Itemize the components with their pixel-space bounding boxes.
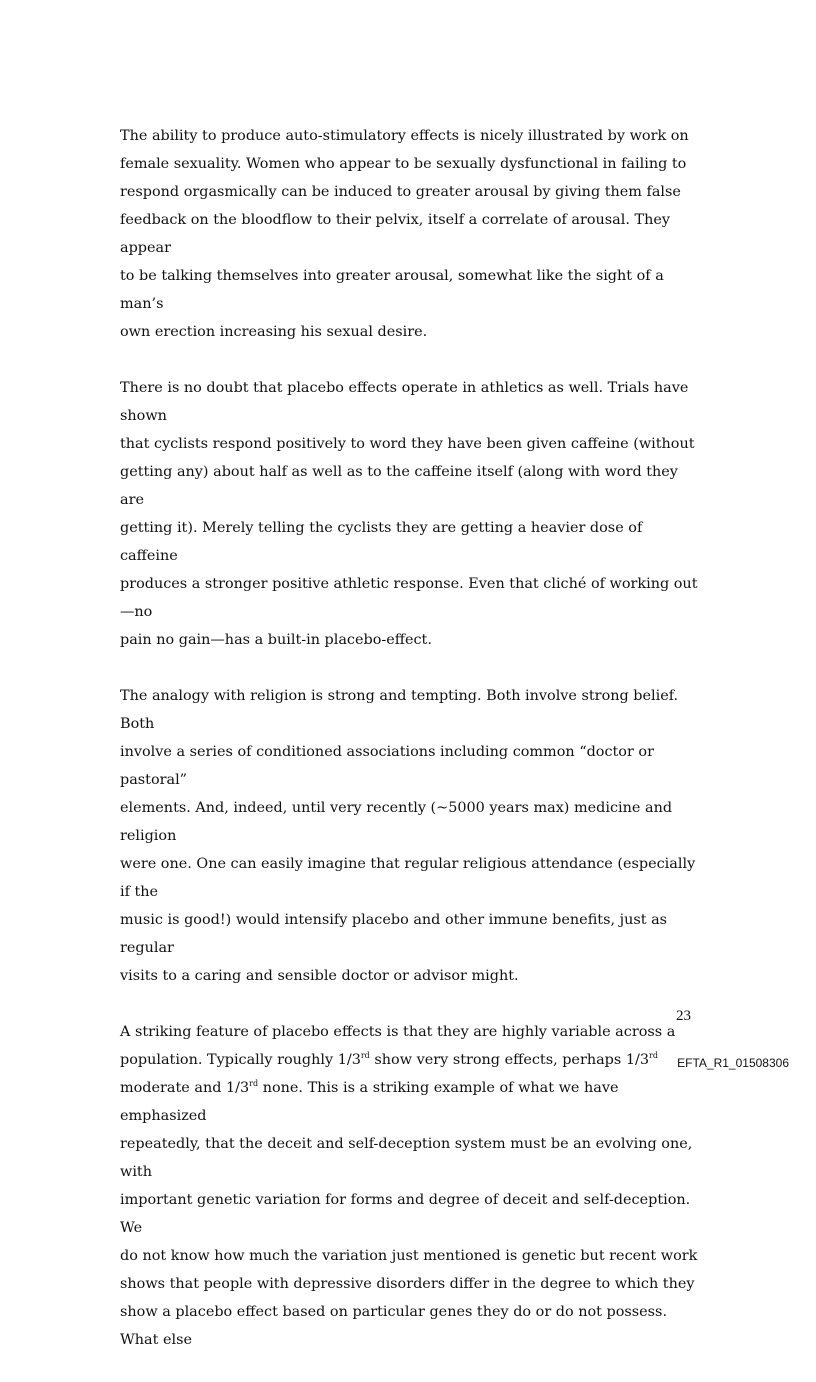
body-text xyxy=(120,122,700,1382)
paragraph-4 xyxy=(120,1018,700,1354)
paragraph-3: The analogy with religion is strong and tempting. Both involve strong belief. Both involve a series of conditioned associations including common “doctor or pastoral” elements. And, indeed, until very recently (~5000 years max) medicine and religion were one. One can easily imagine that regular religious attendance (especially if the music is good!) would intensify placebo and other immune benefits, just as regular visits to a caring and sensible doctor or advisor might. xyxy=(120,688,696,984)
paragraph-4-line-3a: moderate and 1/3 xyxy=(120,1080,250,1096)
superscript-rd: rd xyxy=(649,1051,658,1061)
paragraph-1: The ability to produce auto-stimulatory effects is nicely illustrated by work on female sexuality. Women who appear to be sexually dysfunctional in failing to respond orgasmically can be induced to greater arousal by giving them false feedback on the bloodflow to their pelvix, itself a correlate of arousal. They appear to be talking themselves into greater arousal, somewhat like the sight of a man’s own erection increasing his sexual desire. xyxy=(120,128,689,340)
paragraph-2: There is no doubt that placebo effects operate in athletics as well. Trials have shown that cyclists respond positively to word they have been given caffeine (without getting any) about half as well as to the caffeine itself (along with word they are getting it). Merely telling the cyclists they are getting a heavier dose of caffeine produces a stronger positive athletic response. Even that cliché of working out—no pain no gain—has a built-in placebo-effect. xyxy=(120,380,698,648)
document-id: EFTA_R1_01508306 xyxy=(677,1056,789,1070)
superscript-rd: rd xyxy=(360,1051,370,1061)
page-number: 23 xyxy=(676,1008,691,1024)
paragraph-4-line-2b: show very strong effects, perhaps 1/3 xyxy=(369,1052,650,1068)
superscript-rd: rd xyxy=(249,1079,259,1089)
paragraph-4-line-1: A striking feature of placebo effects is that they are highly variable across a xyxy=(120,1024,676,1040)
paragraph-4-line-2a: population. Typically roughly 1/3 xyxy=(120,1052,361,1068)
paragraph-4-line-3b: none. This is a striking example of what we have emphasized xyxy=(120,1080,619,1124)
paragraph-4-rest: repeatedly, that the deceit and self-deception system must be an evolving one, with important genetic variation for forms and degree of deceit and self-deception. We do not know how much the variation just mentioned is genetic but recent work shows that people with depressive disorders differ in the degree to which they show a placebo effect based on particular genes they do or do not possess. What else xyxy=(120,1136,698,1348)
